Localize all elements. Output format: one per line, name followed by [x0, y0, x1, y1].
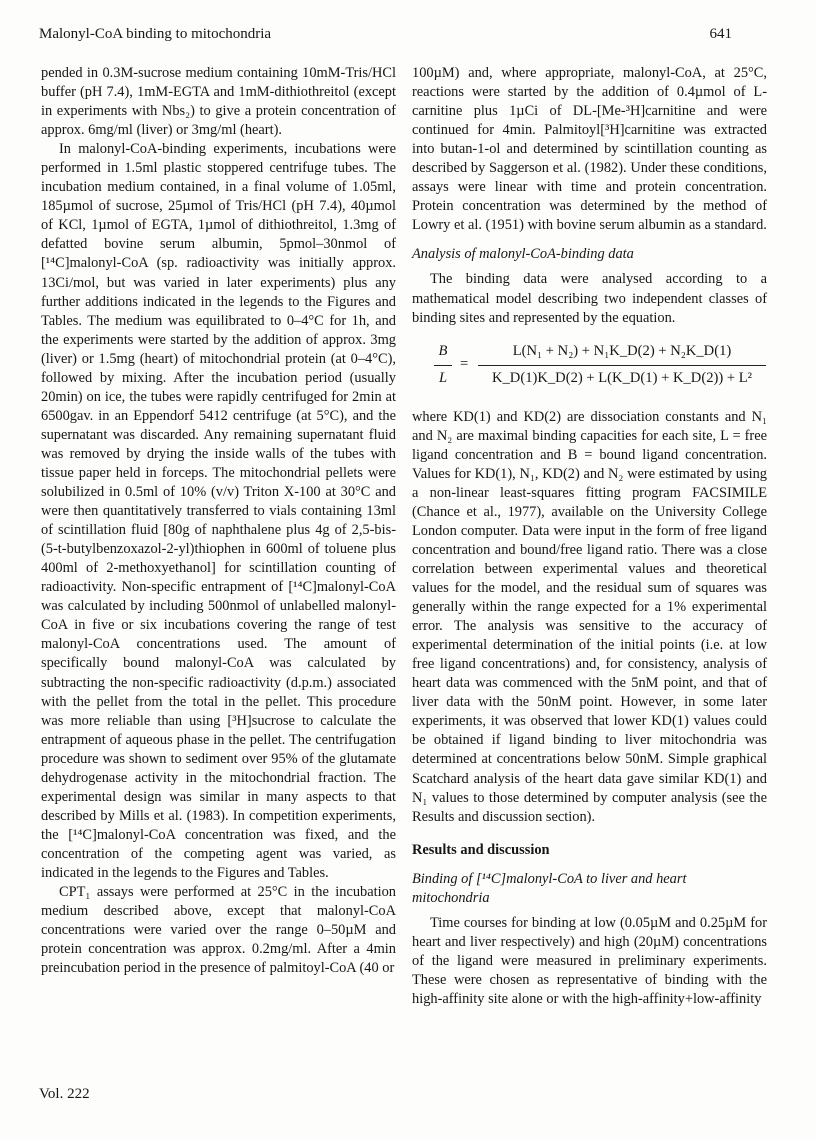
subsection-heading: Binding of [¹⁴C]malonyl-CoA to liver and heart mitochondria — [412, 870, 687, 906]
paragraph: pended in 0.3M-sucrose medium containing 10mM-Tris/HCl buffer (pH 7.4), 1mM-EGTA and 1mM-dithiothreitol (except in experiments with Nbs₂) to give a protein concentration of approx. 6mg/ml (liver) or 3mg/ml (heart). — [41, 65, 396, 139]
section-heading: Results and discussion — [412, 841, 550, 858]
right-column — [412, 64, 767, 1009]
equation-lhs-denominator: L — [438, 369, 448, 386]
equation-lhs — [434, 342, 452, 388]
page-number: 641 — [709, 26, 732, 42]
paragraph: 100µM) and, where appropriate, malonyl-CoA, at 25°C, reactions were started by the addition of 0.4µmol of L-carnitine plus 1µCi of DL-[Me-³H]carnitine and were continued for 4min. Palmitoyl[³H]carnitine was extracted into butan-1-ol and determined by scintillation counting as described by Saggerson et al. (1982). Under these conditions, assays were linear with time and protein concentration. Protein concentration was determined by the method of Lowry et al. (1951) with bovine serum albumin as a standard. — [412, 65, 767, 234]
paragraph: where KD(1) and KD(2) are dissociation constants and N₁ and N₂ are maximal binding capacities for each site, L = free ligand concentration and B = bound ligand concentration. Values for KD(1), N₁, KD(2) and N₂ were estimated by using a non-linear least-squares fitting program FACSIMILE (Chance et al., 1977), available on the University College London computer. Data were input in the form of free ligand concentration and bound/free ligand ratio. There was a close correlation between experimental values and theoretical values for the model, and the residual sum of squares was generally within the range expected for a 1% experimental error. The analysis was sensitive to the accuracy of experimental determination of the initial points (i.e. at low free ligand concentrations) and, for consistency, analysis of heart data was commenced with the 5nM point, and that of liver data with the 50nM point. However, in some later experiments, it was observed that lower KD(1) values could be obtained if ligand binding to liver mitochondria was determined at concentrations below 50nM. Simple graphical Scatchard analysis of the heart data gave similar KD(1) and N₁ values to those determined by computer analysis (see the Results and discussion section). — [412, 408, 767, 825]
equals-sign: = — [460, 355, 469, 372]
volume-footer: Vol. 222 — [39, 1086, 90, 1102]
paragraph: Time courses for binding at low (0.05µM and 0.25µM for heart and liver respectively) and high (20µM) concentrations of the ligand were measured in preliminary experiments. These were chosen as representative of binding with the high-affinity site alone or with the high-affinity+low-affinity — [412, 914, 767, 1007]
paragraph: CPT₁ assays were performed at 25°C in the incubation medium described above, except that malonyl-CoA concentrations were varied over the range 0–50µM and protein concentration was approx. 0.2mg/ml. After a 4min preincubation period in the presence of palmitoyl-CoA (40 or — [41, 884, 396, 977]
paragraph: The binding data were analysed according to a mathematical model describing two independent classes of binding sites and represented by the equation. — [412, 271, 767, 326]
running-title: Malonyl-CoA binding to mitochondria — [39, 26, 272, 42]
equation-rhs-denominator: K_D(1)K_D(2) + L(K_D(1) + K_D(2)) + L² — [491, 369, 753, 386]
paragraph: In malonyl-CoA-binding experiments, incubations were performed in 1.5ml plastic stoppered centrifuge tubes. The incubation medium contained, in a final volume of 1.05ml, 185µmol of sucrose, 25µmol of Tris/HCl (pH 7.4), 40µmol of KCl, 1µmol of EGTA, 1µmol of dithiothreitol, 1.3mg of defatted bovine serum albumin, 5pmol–30nmol of [¹⁴C]malonyl-CoA (sp. radioactivity was initially approx. 13Ci/mol, but was varied in later experiments) plus any further additions indicated in the legends to the Figures and Tables. The medium was equilibrated to 0–4°C for 1h, and the experiments were started by the addition of approx. 3mg (liver) or 1.5mg (heart) of mitochondrial protein (at 0–4°C), followed by mixing. After the incubation period (usually 20min) on ice, the tubes were rapidly centrifuged for 2min at 6500gav. in an Eppendorf 5412 centrifuge (at 5°C), and the supernatant was discarded. Any remaining supernatant fluid was removed by drying the inside walls of the tubes with tissue paper held in forceps. The mitochondrial pellets were solubilized in 0.5ml of 10% (v/v) Triton X-100 at 30°C and were then quantitatively transferred to vials containing 13ml of scintillation fluid [80g of naphthalene plus 4g of 2,5-bis-(5-t-butylbenzoxazol-2-yl)thiophen in 600ml of toluene plus 400ml of 2-methoxyethanol] for scintillation counting of radioactivity. Non-specific entrapment of [¹⁴C]malonyl-CoA was calculated by including 500nmol of unlabelled malonyl-CoA in five or six incubations covering the range of test malonyl-CoA concentrations used. The amount of specifically bound malonyl-CoA was calculated by subtracting the non-specific radioactivity (d.p.m.) associated with the pellet from the total in the pellet. This procedure was more reliable than using [³H]sucrose to calculate the entrapment of aqueous phase in the pellet. The centrifugation procedure was shown to sediment over 95% of the glutamate dehydrogenase activity in the mitochondrial fraction. The experimental design was similar in many aspects to that described by Mills et al. (1983). In competition experiments, the [¹⁴C]malonyl-CoA concentration was fixed, and the concentration of the competing agent was varied, as indicated in the legends to the Figures and Tables. — [41, 141, 396, 881]
fraction-bar — [478, 365, 766, 366]
subsection-heading: Analysis of malonyl-CoA-binding data — [412, 246, 634, 263]
equation-rhs-numerator: L(N₁ + N₂) + N₁K_D(2) + N₂K_D(1) — [512, 342, 732, 359]
fraction-bar — [434, 365, 452, 366]
equation-lhs-numerator: B — [438, 342, 448, 359]
left-column — [41, 64, 396, 978]
binding-equation — [412, 338, 767, 396]
equation-rhs — [478, 342, 766, 388]
